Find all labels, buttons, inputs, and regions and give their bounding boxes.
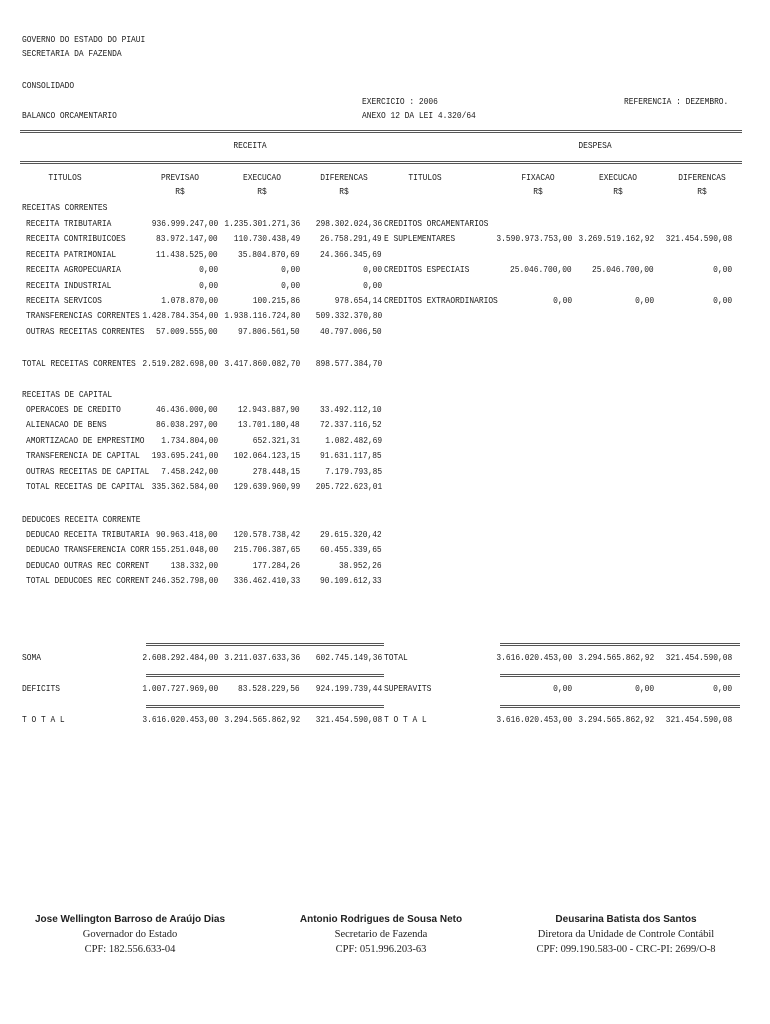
row-execucao: 336.462.410,33 [233, 575, 300, 587]
summary-rule-left [146, 643, 384, 646]
summary-rule-right [500, 674, 740, 677]
secretaria-title: SECRETARIA DA FAZENDA [22, 48, 122, 59]
total-previsao: 2.519.282.698,00 [142, 358, 218, 369]
row-previsao: 0,00 [199, 264, 218, 276]
row-diferencas: 60.455.339,65 [320, 544, 382, 556]
despesa-title: CREDITOS EXTRAORDINARIOS [384, 295, 498, 306]
summary-diferencas-despesa: 321.454.590,08 [665, 652, 732, 663]
row-previsao: 0,00 [199, 279, 218, 291]
summary-execucao: 3.211.037.633,36 [224, 652, 300, 663]
summary-fixacao: 3.616.020.453,00 [496, 652, 572, 663]
row-previsao: 83.972.147,00 [156, 233, 218, 245]
row-diferencas: 72.337.116,52 [320, 419, 382, 431]
col-titulos: TITULOS [48, 172, 82, 183]
col-diferencas-despesa: DIFERENCAS [678, 172, 726, 183]
signature-name: Antonio Rodrigues de Sousa Neto [299, 914, 463, 925]
despesa-execucao: 0,00 [635, 295, 654, 306]
receitas-capital-heading: RECEITAS DE CAPITAL [22, 389, 113, 400]
row-execucao: 652.321,31 [252, 434, 300, 446]
signature-block [506, 912, 746, 957]
row-execucao: 35.804.870,69 [238, 248, 300, 260]
col-previsao-unit: R$ [175, 186, 185, 197]
total-execucao: 3.417.860.082,70 [224, 358, 300, 369]
row-previsao: 335.362.584,00 [151, 481, 218, 492]
row-diferencas: 978.654,14 [334, 295, 382, 306]
row-execucao: 110.730.438,49 [233, 233, 300, 245]
row-previsao: 90.963.418,00 [156, 529, 218, 540]
col-execucao: EXECUCAO [243, 172, 281, 183]
summary-previsao: 2.608.292.484,00 [142, 652, 218, 663]
row-execucao: 100.215,86 [252, 295, 300, 306]
signature-block [10, 912, 250, 957]
gov-title: GOVERNO DO ESTADO DO PIAUI [22, 34, 146, 45]
anexo-label: ANEXO 12 DA LEI 4.320/64 [362, 110, 476, 121]
summary-diferencas: 321.454.590,08 [315, 714, 382, 725]
despesa-fixacao: 3.590.973.753,00 [496, 233, 572, 245]
row-diferencas: 205.722.623,01 [315, 481, 382, 492]
row-title: AMORTIZACAO DE EMPRESTIMO [26, 434, 145, 446]
summary-rule-right [500, 643, 740, 646]
row-diferencas: 1.082.482,69 [325, 434, 382, 446]
balanco-title: BALANCO ORCAMENTARIO [22, 110, 117, 121]
despesa-fixacao: 0,00 [553, 295, 572, 306]
row-diferencas: 91.631.117,85 [320, 450, 382, 462]
row-execucao: 13.701.180,48 [238, 419, 300, 431]
despesa-title: CREDITOS ESPECIAIS [384, 264, 470, 276]
top-rule [20, 130, 742, 133]
row-previsao: 138.332,00 [170, 559, 218, 571]
col-diferencas: DIFERENCAS [320, 172, 368, 183]
row-execucao: 102.064.123,15 [233, 450, 300, 462]
row-title: ALIENACAO DE BENS [26, 419, 107, 431]
row-execucao: 97.806.561,50 [238, 325, 300, 337]
row-diferencas: 24.366.345,69 [320, 248, 382, 260]
col-fixacao-unit: R$ [533, 186, 543, 197]
row-diferencas: 38.952,26 [339, 559, 382, 571]
col-diferencas-unit: R$ [339, 186, 349, 197]
signature-role: Governador do Estado [82, 929, 178, 940]
summary-previsao: 1.007.727.969,00 [142, 683, 218, 694]
summary-execucao: 3.294.565.862,92 [224, 714, 300, 725]
col-titulos-despesa: TITULOS [408, 172, 442, 183]
row-execucao: 0,00 [281, 279, 300, 291]
summary-right-title: TOTAL [384, 652, 408, 663]
row-title: RECEITA SERVICOS [26, 295, 102, 306]
despesa-execucao: 3.269.519.162,92 [578, 233, 654, 245]
deducoes-heading: DEDUCOES RECEITA CORRENTE [22, 514, 141, 525]
row-previsao: 1.734.804,00 [161, 434, 218, 446]
signature-cpf: CPF: 182.556.633-04 [84, 944, 176, 955]
row-diferencas: 509.332.370,80 [315, 310, 382, 322]
row-diferencas: 0,00 [363, 264, 382, 276]
summary-rule-left [146, 705, 384, 708]
col-fixacao: FIXACAO [521, 172, 555, 183]
row-title: DEDUCAO RECEITA TRIBUTARIA [26, 529, 150, 540]
row-diferencas: 29.615.320,42 [320, 529, 382, 540]
row-execucao: 1.235.301.271,36 [224, 218, 300, 229]
row-previsao: 57.009.555,00 [156, 325, 218, 337]
row-title: RECEITA AGROPECUARIA [26, 264, 121, 276]
row-previsao: 86.038.297,00 [156, 419, 218, 431]
row-previsao: 155.251.048,00 [151, 544, 218, 556]
summary-execucao: 83.528.229,56 [238, 683, 300, 694]
row-title: RECEITA INDUSTRIAL [26, 279, 112, 291]
row-title: OPERACOES DE CREDITO [26, 404, 121, 415]
row-diferencas: 7.179.793,85 [325, 465, 382, 477]
row-execucao: 0,00 [281, 264, 300, 276]
row-diferencas: 90.109.612,33 [320, 575, 382, 587]
summary-previsao: 3.616.020.453,00 [142, 714, 218, 725]
summary-fixacao: 3.616.020.453,00 [496, 714, 572, 725]
row-title: RECEITA TRIBUTARIA [26, 218, 112, 229]
summary-right-title: T O T A L [384, 714, 427, 725]
row-execucao: 129.639.960,99 [233, 481, 300, 492]
row-previsao: 46.436.000,00 [156, 404, 218, 415]
row-diferencas: 33.492.112,10 [320, 404, 382, 415]
summary-fixacao: 0,00 [553, 683, 572, 694]
despesa-diferencas: 321.454.590,08 [665, 233, 732, 245]
despesa-execucao: 25.046.700,00 [592, 264, 654, 276]
signature-name: Deusarina Batista dos Santos [555, 914, 697, 925]
row-title: TRANSFERENCIA DE CAPITAL [26, 450, 140, 462]
despesa-title: CREDITOS ORCAMENTARIOS [384, 218, 489, 229]
row-execucao: 1.938.116.724,80 [224, 310, 300, 322]
despesa-fixacao: 25.046.700,00 [510, 264, 572, 276]
row-title: RECEITA PATRIMONIAL [26, 248, 117, 260]
row-previsao: 193.695.241,00 [151, 450, 218, 462]
summary-right-title: SUPERAVITS [384, 683, 432, 694]
despesa-diferencas: 0,00 [713, 264, 732, 276]
exercicio-label: EXERCICIO : 2006 [362, 96, 438, 107]
receitas-correntes-heading: RECEITAS CORRENTES [22, 202, 108, 213]
col-previsao: PREVISAO [161, 172, 199, 183]
despesa-heading: DESPESA [578, 140, 612, 151]
summary-rule-left [146, 674, 384, 677]
row-diferencas: 40.797.006,50 [320, 325, 382, 337]
row-previsao: 7.458.242,00 [161, 465, 218, 477]
row-execucao: 278.448,15 [252, 465, 300, 477]
total-diferencas: 898.577.384,70 [315, 358, 382, 369]
signature-role: Diretora da Unidade de Controle Contábil [537, 929, 715, 940]
row-title: RECEITA CONTRIBUICOES [26, 233, 126, 245]
col-execucao-unit: R$ [257, 186, 267, 197]
row-execucao: 215.706.387,65 [233, 544, 300, 556]
despesa-title: E SUPLEMENTARES [384, 233, 456, 245]
consolidado-label: CONSOLIDADO [22, 80, 75, 91]
signature-cpf: CPF: 051.996.203-63 [335, 944, 427, 955]
summary-diferencas-despesa: 0,00 [713, 683, 732, 694]
summary-execucao-despesa: 3.294.565.862,92 [578, 714, 654, 725]
summary-left-title: T O T A L [22, 714, 65, 725]
summary-diferencas-despesa: 321.454.590,08 [665, 714, 732, 725]
row-previsao: 1.428.784.354,00 [142, 310, 218, 322]
referencia-label: REFERENCIA : DEZEMBRO. [623, 96, 728, 107]
row-title: TRANSFERENCIAS CORRENTES [26, 310, 140, 322]
row-title: DEDUCAO TRANSFERENCIA CORR [26, 544, 150, 556]
row-previsao: 1.078.870,00 [161, 295, 218, 306]
summary-rule-right [500, 705, 740, 708]
despesa-diferencas: 0,00 [713, 295, 732, 306]
summary-left-title: SOMA [22, 652, 41, 663]
summary-left-title: DEFICITS [22, 683, 60, 694]
total-title: TOTAL RECEITAS CORRENTES [22, 358, 136, 369]
row-previsao: 936.999.247,00 [151, 218, 218, 229]
summary-diferencas: 602.745.149,36 [315, 652, 382, 663]
signature-cpf: CPF: 099.190.583-00 - CRC-PI: 2699/O-8 [536, 944, 716, 955]
summary-execucao-despesa: 0,00 [635, 683, 654, 694]
row-title: OUTRAS RECEITAS CORRENTES [26, 325, 145, 337]
signature-role: Secretario de Fazenda [334, 929, 428, 940]
row-diferencas: 0,00 [363, 279, 382, 291]
row-execucao: 177.284,26 [252, 559, 300, 571]
col-diferencas-despesa-unit: R$ [697, 186, 707, 197]
row-previsao: 11.438.525,00 [156, 248, 218, 260]
col-execucao-despesa-unit: R$ [613, 186, 623, 197]
row-title: TOTAL DEDUCOES REC CORRENT [26, 575, 150, 587]
row-execucao: 12.943.887,90 [238, 404, 300, 415]
signature-name: Jose Wellington Barroso de Araújo Dias [34, 914, 226, 925]
row-diferencas: 26.758.291,49 [320, 233, 382, 245]
col-execucao-despesa: EXECUCAO [599, 172, 637, 183]
row-title: TOTAL RECEITAS DE CAPITAL [26, 481, 145, 492]
receita-heading: RECEITA [233, 140, 267, 151]
row-previsao: 246.352.798,00 [151, 575, 218, 587]
header-rule [20, 161, 742, 164]
row-title: OUTRAS RECEITAS DE CAPITAL [26, 465, 150, 477]
signature-block [261, 912, 501, 957]
summary-diferencas: 924.199.739,44 [315, 683, 382, 694]
summary-execucao-despesa: 3.294.565.862,92 [578, 652, 654, 663]
row-execucao: 120.578.738,42 [233, 529, 300, 540]
row-diferencas: 298.302.024,36 [315, 218, 382, 229]
row-title: DEDUCAO OUTRAS REC CORRENT [26, 559, 150, 571]
